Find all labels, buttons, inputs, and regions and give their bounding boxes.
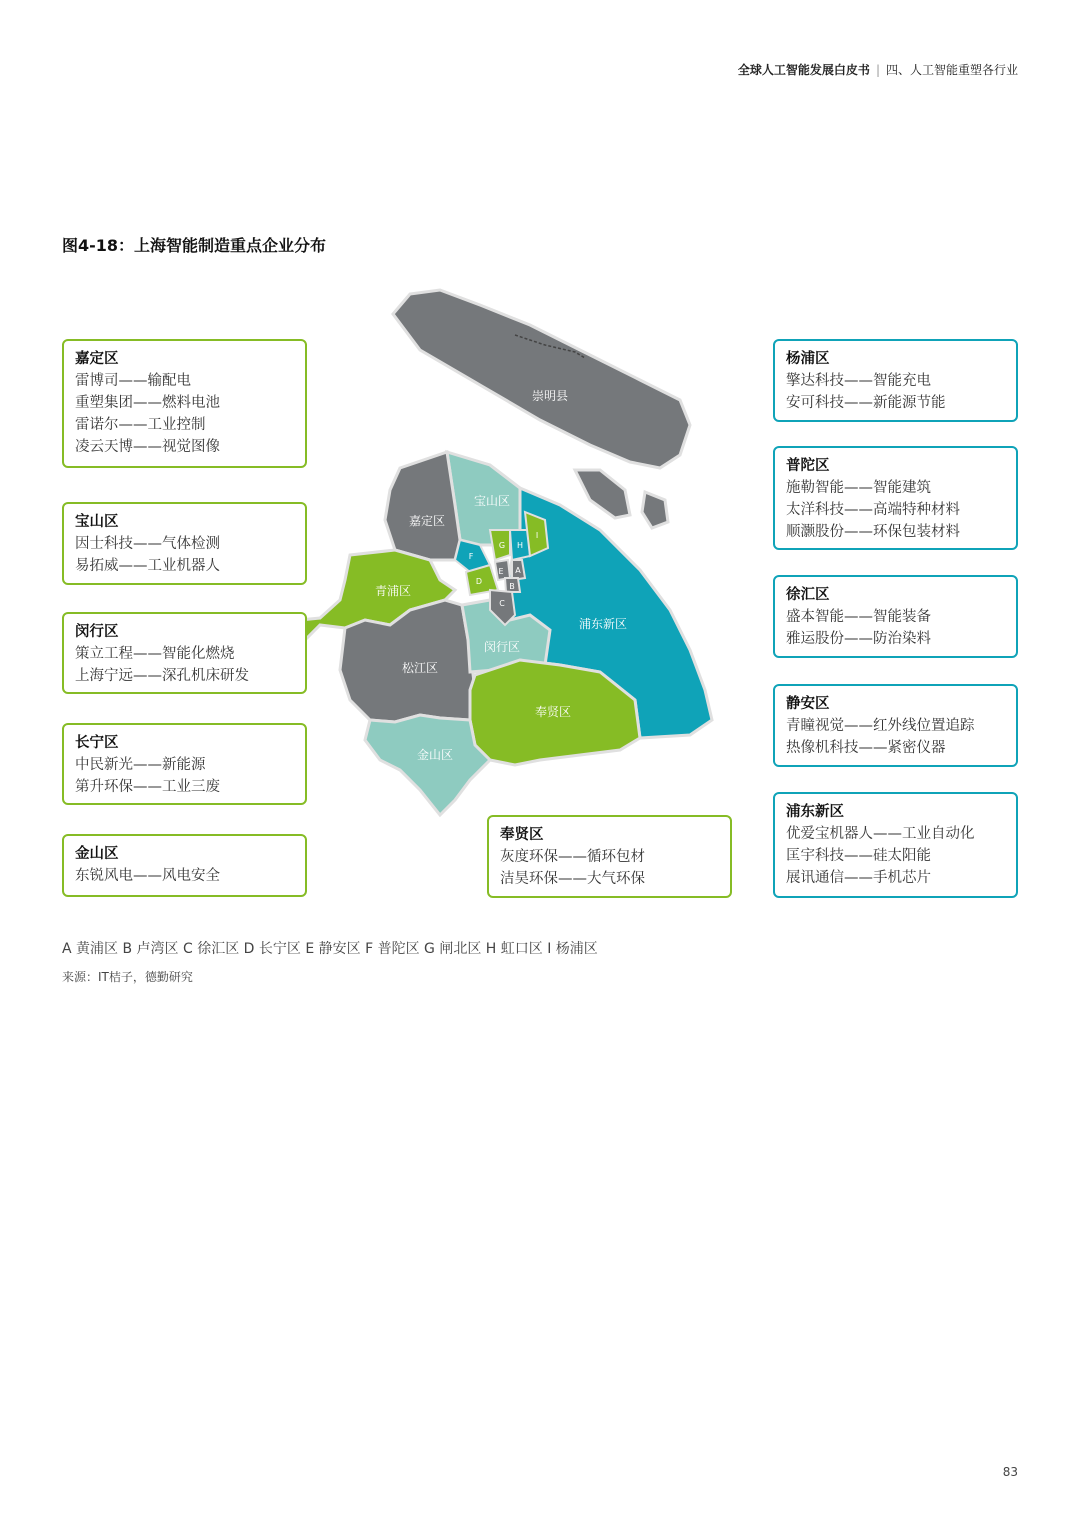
district-box-putuo: [773, 446, 1018, 550]
company-item: 第升环保——工业三废: [75, 779, 220, 795]
district-box-minhang: [62, 612, 307, 694]
source-note: 来源：IT桔子，德勤研究: [62, 970, 193, 984]
map-region-chongming: [393, 290, 690, 468]
district-name: 嘉定区: [75, 351, 119, 367]
company-item: 擎达科技——智能充电: [786, 373, 931, 389]
company-item: 上海宁远——深孔机床研发: [75, 668, 249, 684]
label-g: G: [498, 541, 506, 550]
page-number: 83: [1002, 1465, 1018, 1479]
label-chongming: 崇明县: [531, 389, 569, 403]
map-region-changxing: [575, 470, 630, 518]
label-jiading: 嘉定区: [408, 514, 446, 528]
company-item: 雷诺尔——工业控制: [75, 417, 206, 433]
company-item: 重塑集团——燃料电池: [75, 395, 220, 411]
map-region-jinshan: [365, 715, 490, 815]
section-title: 四、人工智能重塑各行业: [885, 63, 1018, 77]
label-qingpu: 青浦区: [374, 584, 412, 598]
company-item: 顺灏股份——环保包装材料: [786, 524, 960, 540]
label-a: A: [515, 566, 521, 575]
district-name: 宝山区: [75, 514, 119, 530]
company-item: 中民新光——新能源: [75, 757, 206, 773]
district-name: 杨浦区: [786, 351, 830, 367]
label-jinshan: 金山区: [416, 748, 454, 762]
company-item: 匡宇科技——硅太阳能: [786, 848, 931, 864]
label-i: I: [535, 531, 539, 540]
label-f: F: [468, 552, 474, 561]
district-box-pudong: [773, 792, 1018, 898]
label-h: H: [516, 541, 524, 550]
label-b: B: [509, 582, 515, 591]
map-region-hengsha: [642, 492, 668, 528]
label-e: E: [498, 567, 504, 576]
district-box-jingan: [773, 684, 1018, 767]
company-item: 太洋科技——高端特种材料: [786, 502, 960, 518]
company-item: 热像机科技——紧密仪器: [786, 740, 946, 756]
figure-title: 图4-18：上海智能制造重点企业分布: [62, 236, 327, 255]
label-baoshan: 宝山区: [473, 494, 511, 508]
company-item: 策立工程——智能化燃烧: [75, 646, 235, 662]
district-name: 金山区: [75, 846, 119, 862]
district-box-fengxian: [487, 815, 732, 898]
district-box-jinshan: [62, 834, 307, 897]
header-separator: |: [875, 63, 880, 77]
document-title: 全球人工智能发展白皮书: [737, 63, 870, 77]
label-songjiang: 松江区: [401, 661, 439, 675]
district-box-changning: [62, 723, 307, 805]
district-name: 浦东新区: [786, 804, 844, 820]
label-c: C: [499, 599, 505, 608]
company-item: 施勒智能——智能建筑: [786, 480, 931, 496]
district-box-jiading: [62, 339, 307, 468]
district-box-yangpu: [773, 339, 1018, 422]
label-minhang: 闵行区: [483, 640, 521, 654]
district-name: 普陀区: [786, 458, 830, 474]
district-name: 徐汇区: [786, 587, 830, 603]
company-item: 东锐风电——风电安全: [75, 868, 220, 884]
company-item: 青瞳视觉——红外线位置追踪: [786, 718, 975, 734]
company-item: 雷博司——输配电: [75, 373, 191, 389]
company-item: 洁昊环保——大气环保: [500, 871, 645, 887]
district-name: 长宁区: [75, 735, 119, 751]
district-box-baoshan: [62, 502, 307, 585]
map-region-jiading: [385, 452, 460, 560]
company-item: 优爱宝机器人——工业自动化: [786, 826, 975, 842]
district-name: 闵行区: [75, 624, 119, 640]
label-d: D: [475, 577, 483, 586]
label-fengxian: 奉贤区: [534, 705, 572, 719]
company-item: 安可科技——新能源节能: [786, 395, 946, 411]
company-item: 因士科技——气体检测: [75, 536, 220, 552]
label-pudong: 浦东新区: [578, 617, 628, 631]
company-item: 易拓威——工业机器人: [75, 558, 220, 574]
district-name: 奉贤区: [500, 827, 544, 843]
company-item: 灰度环保——循环包材: [500, 849, 645, 865]
map-legend: A 黄浦区 B 卢湾区 C 徐汇区 D 长宁区 E 静安区 F 普陀区 G 闸北区 H 虹口区 I 杨浦区: [62, 941, 598, 957]
company-item: 展讯通信——手机芯片: [786, 870, 931, 886]
district-box-xuhui: [773, 575, 1018, 658]
company-item: 凌云天博——视觉图像: [75, 439, 220, 455]
company-item: 盛本智能——智能装备: [786, 609, 931, 625]
district-name: 静安区: [786, 696, 830, 712]
company-item: 雅运股份——防治染料: [786, 631, 931, 647]
